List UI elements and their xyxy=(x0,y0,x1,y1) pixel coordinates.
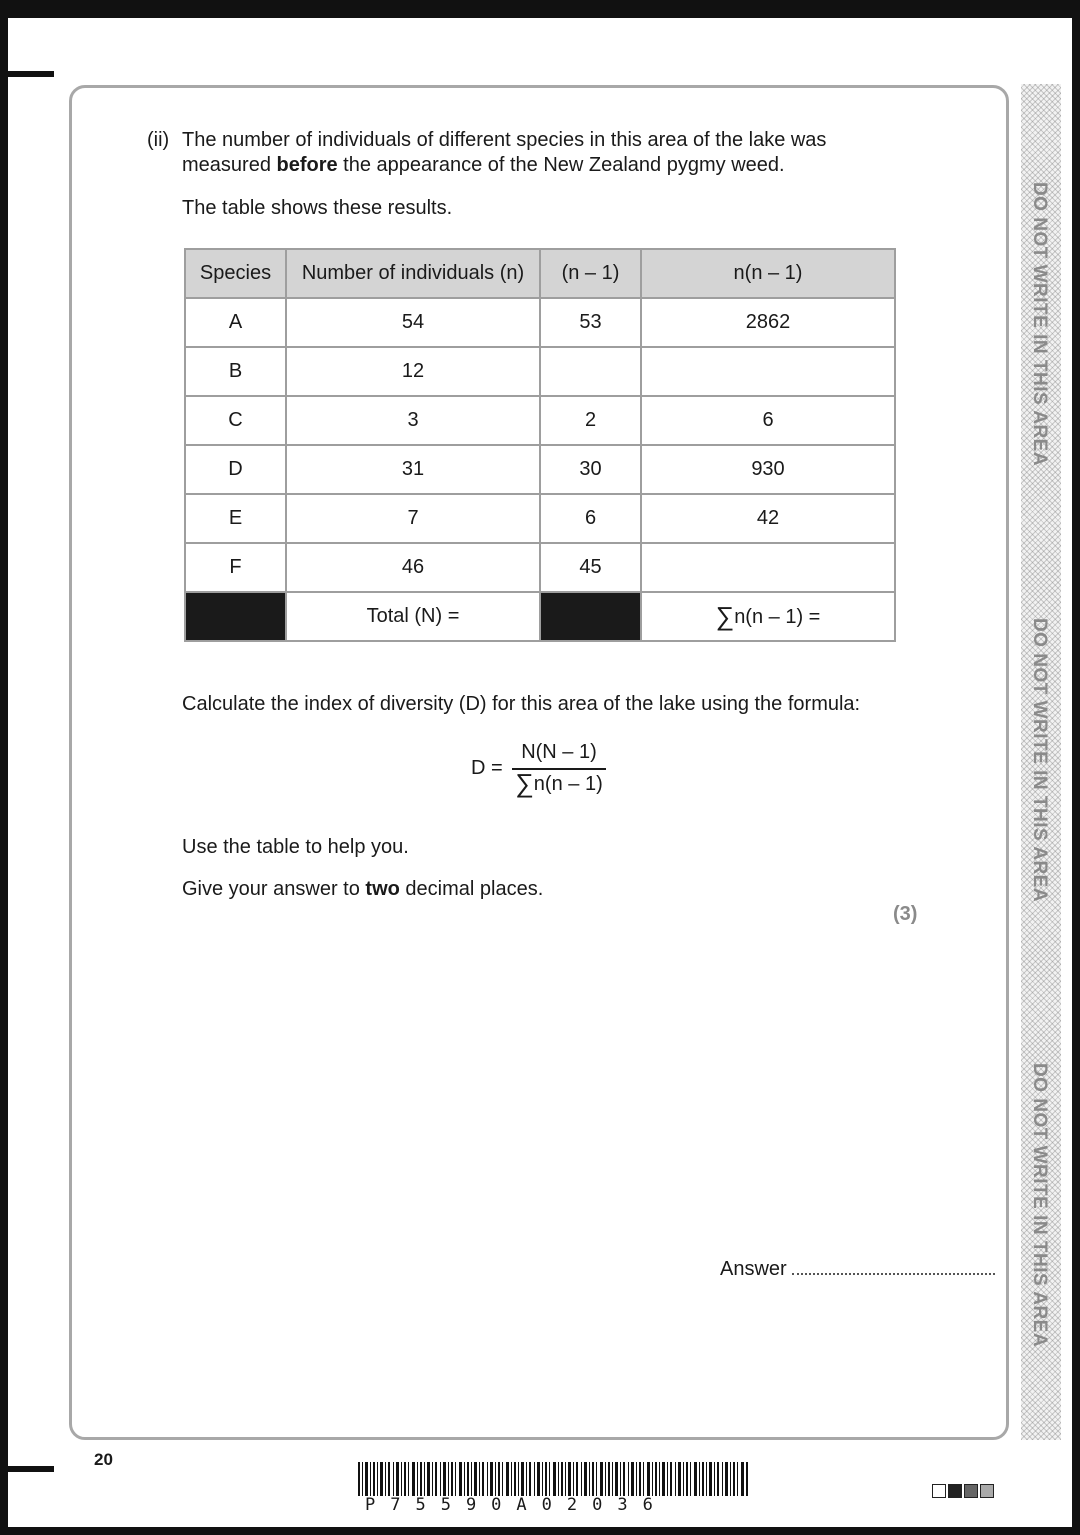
cell-number: 12 xyxy=(286,347,540,396)
question-line-2-post: the appearance of the New Zealand pygmy weed. xyxy=(337,154,785,176)
cell-product: 2862 xyxy=(641,298,895,347)
question-part-label: (ii) xyxy=(147,129,170,151)
calculate-instruction: Calculate the index of diversity (D) for this area of the lake using the formula: xyxy=(182,693,861,715)
header-n-minus-1: (n – 1) xyxy=(540,249,641,298)
cell-number: 54 xyxy=(286,298,540,347)
margin-warning-2: DO NOT WRITE IN THIS AREA xyxy=(1029,617,1050,903)
question-line-1: The number of individuals of different species in this area of the lake was xyxy=(182,129,827,151)
marks-allocation: (3) xyxy=(893,903,918,925)
registration-mark-bottom xyxy=(8,1466,54,1472)
table-row xyxy=(185,445,895,494)
emphasis-two: two xyxy=(365,878,400,900)
table-row xyxy=(185,347,895,396)
cell-n-minus-1: 2 xyxy=(540,396,641,445)
cell-species: D xyxy=(185,445,286,494)
cell-species: A xyxy=(185,298,286,347)
cell-product: 930 xyxy=(641,445,895,494)
decimal-instruction xyxy=(182,876,543,902)
cell-product: 42 xyxy=(641,494,895,543)
cell-number: 7 xyxy=(286,494,540,543)
sigma-symbol: ∑ xyxy=(715,601,735,631)
table-intro: The table shows these results. xyxy=(182,197,453,219)
emphasis-before: before xyxy=(276,154,338,176)
cell-species: F xyxy=(185,543,286,592)
cell-n-minus-1: 6 xyxy=(540,494,641,543)
sum-cell[interactable] xyxy=(641,592,895,641)
decimal-instruction-pre: Give your answer to xyxy=(182,878,366,900)
header-number: Number of individuals (n) xyxy=(286,249,540,298)
cell-number: 3 xyxy=(286,396,540,445)
sum-label: n(n – 1) = xyxy=(734,606,821,628)
header-n-times-n-minus-1: n(n – 1) xyxy=(641,249,895,298)
barcode-number: P75590A02036 xyxy=(365,1495,668,1515)
progress-square-filled xyxy=(948,1484,962,1498)
shaded-cell xyxy=(540,592,641,641)
table-row xyxy=(185,494,895,543)
cell-n-minus-1-blank[interactable] xyxy=(540,347,641,396)
progress-square-grey xyxy=(964,1484,978,1498)
formula-denominator-text: n(n – 1) xyxy=(533,773,603,795)
shaded-cell xyxy=(185,592,286,641)
species-table xyxy=(184,248,896,642)
table-row xyxy=(185,543,895,592)
page-number: 20 xyxy=(94,1450,113,1469)
table-row xyxy=(185,298,895,347)
cell-number: 46 xyxy=(286,543,540,592)
cell-n-minus-1: 30 xyxy=(540,445,641,494)
answer-label: Answer xyxy=(720,1258,787,1280)
cell-number: 31 xyxy=(286,445,540,494)
table-row xyxy=(185,396,895,445)
progress-square-empty xyxy=(932,1484,946,1498)
header-species: Species xyxy=(185,249,286,298)
formula-lhs: D = xyxy=(471,757,503,779)
cell-species: B xyxy=(185,347,286,396)
question-line-2 xyxy=(182,152,785,178)
cell-product: 6 xyxy=(641,396,895,445)
answer-line[interactable] xyxy=(792,1273,995,1275)
table-total-row xyxy=(185,592,895,641)
table-header-row xyxy=(185,249,895,298)
margin-warning-3: DO NOT WRITE IN THIS AREA xyxy=(1029,1062,1050,1348)
barcode xyxy=(358,1462,748,1496)
progress-square-light xyxy=(980,1484,994,1498)
formula-sigma: ∑ xyxy=(515,768,534,798)
total-n-cell[interactable]: Total (N) = xyxy=(286,592,540,641)
cell-n-minus-1: 53 xyxy=(540,298,641,347)
cell-species: E xyxy=(185,494,286,543)
formula-numerator: N(N – 1) xyxy=(521,741,597,763)
cell-n-minus-1: 45 xyxy=(540,543,641,592)
cell-species: C xyxy=(185,396,286,445)
formula-denominator xyxy=(512,768,606,799)
decimal-instruction-post: decimal places. xyxy=(399,878,544,900)
question-line-2-pre: measured xyxy=(182,154,277,176)
cell-product-blank[interactable] xyxy=(641,543,895,592)
use-table-instruction: Use the table to help you. xyxy=(182,836,409,858)
margin-warning-1: DO NOT WRITE IN THIS AREA xyxy=(1029,181,1050,467)
cell-product-blank[interactable] xyxy=(641,347,895,396)
registration-mark-top xyxy=(8,71,54,77)
